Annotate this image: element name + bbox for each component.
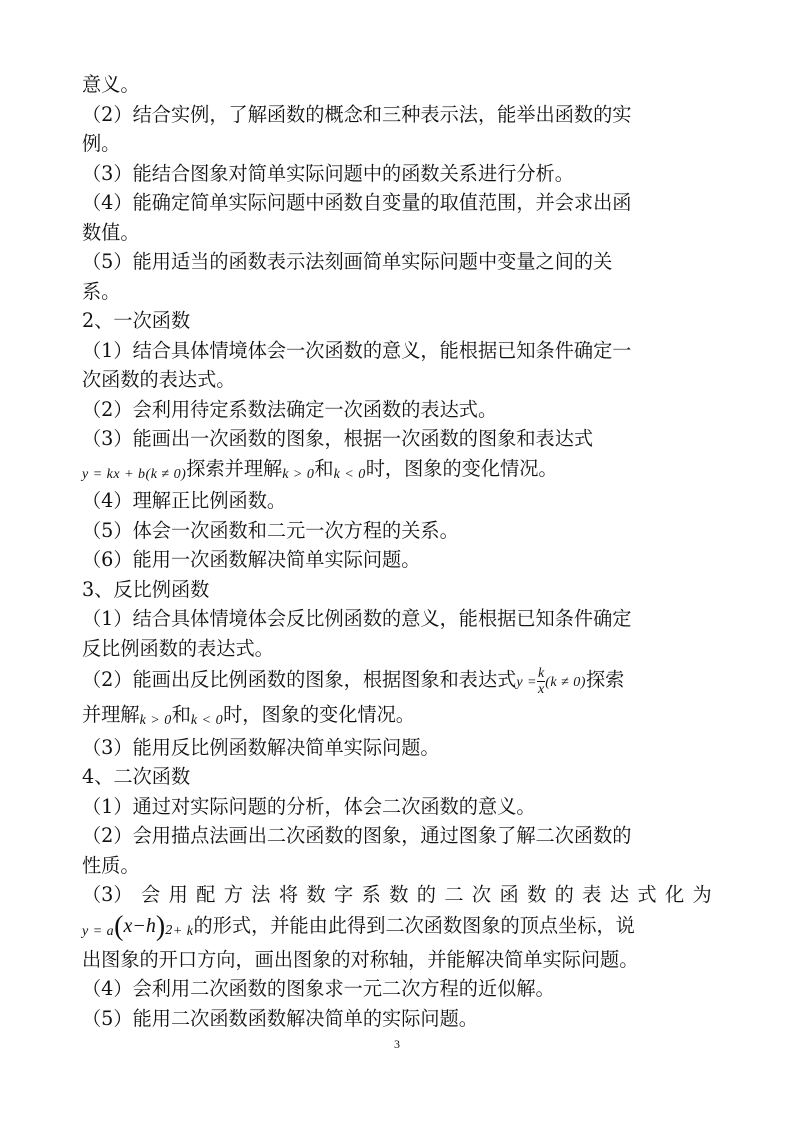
section-heading-quadratic: 4、二次函数 <box>82 765 191 788</box>
text-line-with-formula <box>82 663 712 700</box>
k-negative-formula: k < 0 <box>190 713 224 728</box>
text-span: 探索并理解 <box>186 456 283 480</box>
justified-char: 化 <box>664 883 685 906</box>
k-positive-formula: k > 0 <box>282 466 315 482</box>
justified-char: 达 <box>609 883 629 906</box>
justified-char: 法 <box>251 883 271 906</box>
vertex-form-ya: y = a <box>82 923 115 939</box>
section-heading-linear: 2、一次函数 <box>82 309 191 332</box>
text-line: 出图象的开口方向，画出图象的对称轴，并能解决简单实际问题。 <box>82 947 639 971</box>
fraction-numerator: k <box>538 665 545 681</box>
justified-char: （3） <box>82 883 133 906</box>
k-negative-formula: k < 0 <box>333 466 366 482</box>
justified-char: 数 <box>306 883 326 906</box>
text-span: 的形式，并能由此得到二次函数图象的顶点坐标，说 <box>193 913 635 937</box>
k-positive-formula: k > 0 <box>139 713 172 728</box>
text-line: （5）能用二次函数函数解决简单的实际问题。 <box>82 1006 478 1030</box>
justified-text-line <box>82 880 712 910</box>
text-span: 并理解 <box>82 703 140 726</box>
open-paren: ( <box>114 910 124 942</box>
text-line: 数值。 <box>82 220 140 244</box>
linear-function-formula: y = kx + b(k ≠ 0) <box>82 466 187 482</box>
text-line: （5）能用适当的函数表示法刻画简单实际问题中变量之间的关 <box>82 250 613 273</box>
justified-char: 的 <box>554 883 574 906</box>
justified-char: 将 <box>278 883 299 906</box>
inverse-condition: (k ≠ 0) <box>545 675 586 690</box>
text-line-with-formula <box>82 700 712 733</box>
justified-char: 表 <box>582 883 602 906</box>
text-line: （2）会用描点法画出二次函数的图象，通过图象了解二次函数的 <box>82 824 632 847</box>
text-span: 探索 <box>585 668 625 691</box>
text-line: （4）能确定简单实际问题中函数自变量的取值范围，并会求出函 <box>82 191 632 214</box>
justified-char: 函 <box>499 883 519 906</box>
inverse-fraction <box>537 666 545 697</box>
justified-char: 配 <box>196 883 216 906</box>
justified-char: 字 <box>334 883 354 906</box>
text-line: 意义。 <box>82 73 140 96</box>
text-line: （2）结合实例，了解函数的概念和三种表示法，能举出函数的实 <box>82 102 632 126</box>
justified-char: 次 <box>471 883 492 906</box>
vertex-form-inner: x−h <box>123 914 156 937</box>
exponent: 2 <box>165 922 173 937</box>
justified-char: 会 <box>140 883 161 906</box>
section-heading-inverse: 3、反比例函数 <box>82 577 210 601</box>
justified-char: 方 <box>223 883 243 906</box>
justified-char: 的 <box>416 883 436 906</box>
justified-char: 用 <box>168 883 188 906</box>
text-line: 反比例函数的表达式。 <box>82 636 274 660</box>
document-body <box>82 70 712 1033</box>
text-line: （1）结合具体情境体会反比例函数的意义，能根据已知条件确定 <box>82 607 632 630</box>
text-span: 时，图象的变化情况。 <box>223 703 415 726</box>
text-span: 时，图象的变化情况。 <box>365 456 558 480</box>
justified-char: 为 <box>692 883 712 906</box>
text-line: （3）能画出一次函数的图象，根据一次函数的图象和表达式 <box>82 427 594 450</box>
text-line: （3）能结合图象对简单实际问题中的函数关系进行分析。 <box>82 161 574 185</box>
text-line: （1）通过对实际问题的分析，体会二次函数的意义。 <box>82 794 536 818</box>
justified-char: 数 <box>389 883 409 906</box>
text-line: 系。 <box>82 279 121 303</box>
text-line: （1）结合具体情境体会一次函数的意义，能根据已知条件确定一 <box>82 338 632 362</box>
text-line: （4）会利用二次函数的图象求一元二次方程的近似解。 <box>82 977 555 1000</box>
vertex-form-k: + k <box>172 923 194 939</box>
page-number: 3 <box>394 1037 400 1051</box>
justified-char: 二 <box>444 883 464 906</box>
text-line: （2）会利用待定系数法确定一次函数的表达式。 <box>82 397 498 421</box>
fraction-denominator: x <box>538 681 545 697</box>
close-paren: ) <box>155 910 166 942</box>
justified-char: 式 <box>637 883 657 906</box>
inverse-y-label: y = <box>516 675 538 690</box>
text-line: （3）能用反比例函数解决简单实际问题。 <box>82 735 440 759</box>
justified-char: 数 <box>527 883 547 906</box>
text-line: 次函数的表达式。 <box>82 368 236 391</box>
text-line: （5）体会一次函数和二元一次方程的关系。 <box>82 518 459 542</box>
justified-char: 系 <box>361 883 381 906</box>
text-span: 和 <box>314 456 334 480</box>
text-span: （2）能画出反比例函数的图象，根据图象和表达式 <box>82 668 517 691</box>
text-line: 性质。 <box>82 853 140 877</box>
text-line: （4）理解正比例函数。 <box>82 489 287 512</box>
text-line: （6）能用一次函数解决简单实际问题。 <box>82 548 421 571</box>
text-span: 和 <box>171 703 191 726</box>
text-line-with-formula <box>82 910 712 945</box>
text-line-with-formula <box>82 454 712 487</box>
text-line: 例。 <box>82 132 121 155</box>
